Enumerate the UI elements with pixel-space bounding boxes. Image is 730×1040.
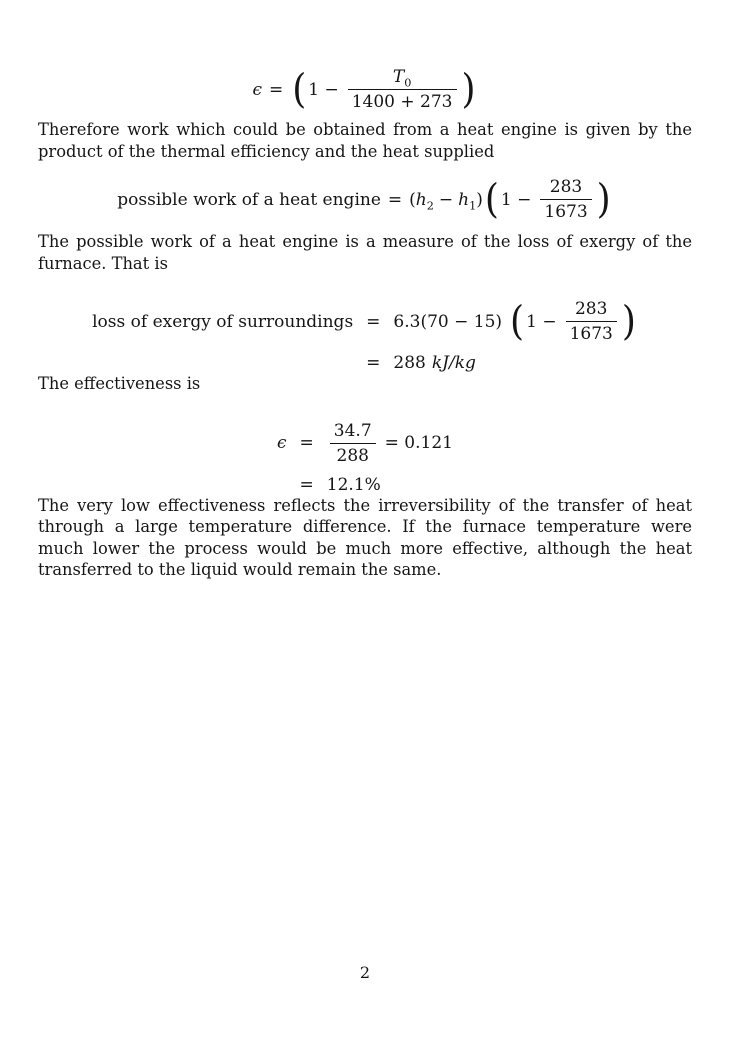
equation-effectiveness-value (277, 421, 453, 495)
equation-loss-of-exergy (92, 299, 638, 373)
fraction-T0-over-1673 (348, 67, 457, 112)
close-paren: ) (596, 175, 611, 222)
equals-sign: = (299, 433, 314, 453)
fraction-283-over-1673 (566, 299, 617, 344)
fraction-denominator: 288 (330, 443, 376, 466)
fraction-283-over-1673 (540, 177, 591, 222)
fraction-numerator: 283 (574, 299, 608, 319)
paragraph-loss-of-exergy-intro: The possible work of a heat engine is a measure of the loss of exergy of the furnace. That is (38, 232, 692, 273)
fraction-denominator: 1673 (566, 321, 617, 344)
equals-sign: = (268, 79, 284, 100)
equation-possible-work (38, 177, 692, 222)
percent-result: 12.1% (326, 474, 381, 495)
equals-sign: = (366, 311, 381, 332)
close-paren: ) (621, 297, 636, 344)
one-minus-term: 1 − (526, 311, 557, 332)
coefficient-term: 6.3(70 − 15) (393, 311, 503, 332)
paragraph-conclusion: The very low effectiveness reflects the irreversibility of the transfer of heat through a large temperature difference. If the furnace temperature were much lower the process would be much more effective, although the heat transferred to the liquid would remain the same. (38, 495, 692, 579)
fraction-denominator: 1400 + 273 (348, 89, 457, 112)
equation-result (393, 353, 475, 373)
one-minus-term: 1 − (500, 189, 532, 210)
equals-sign: = (387, 189, 403, 210)
result-value: 288 (393, 353, 426, 373)
epsilon-symbol: ϵ (277, 433, 287, 453)
close-paren: ) (461, 65, 476, 112)
equation-rhs (393, 299, 637, 344)
equation-label: possible work of a heat engine (117, 189, 381, 210)
result-units: kJ/kg (431, 353, 476, 373)
epsilon-symbol: ϵ (252, 79, 262, 100)
enthalpy-difference-term: $(h_2 - h_1)$ (409, 189, 483, 212)
fraction-numerator: $T_0$ (392, 67, 412, 90)
equation-effectiveness-definition (38, 67, 692, 112)
equals-sign: = (299, 474, 314, 495)
equation-label: loss of exergy of surroundings (92, 311, 354, 332)
fraction-denominator: 1673 (540, 199, 591, 222)
decimal-result: = 0.121 (384, 433, 453, 453)
paragraph-heat-engine-work: Therefore work which could be obtained from a heat engine is given by the product of the thermal efficiency and the heat supplied (38, 120, 692, 161)
fraction-numerator: 34.7 (333, 420, 372, 441)
open-paren: ( (510, 297, 525, 344)
open-paren: ( (484, 175, 499, 222)
open-paren: ( (292, 65, 307, 112)
fraction-34.7-over-288 (330, 421, 376, 466)
fraction-numerator: 283 (549, 177, 583, 197)
equation-rhs (327, 421, 453, 466)
paragraph-effectiveness-intro: The effectiveness is (38, 374, 201, 393)
equals-sign: = (366, 353, 381, 373)
page-number: 2 (359, 963, 371, 982)
one-minus-term: 1 − (308, 79, 339, 100)
